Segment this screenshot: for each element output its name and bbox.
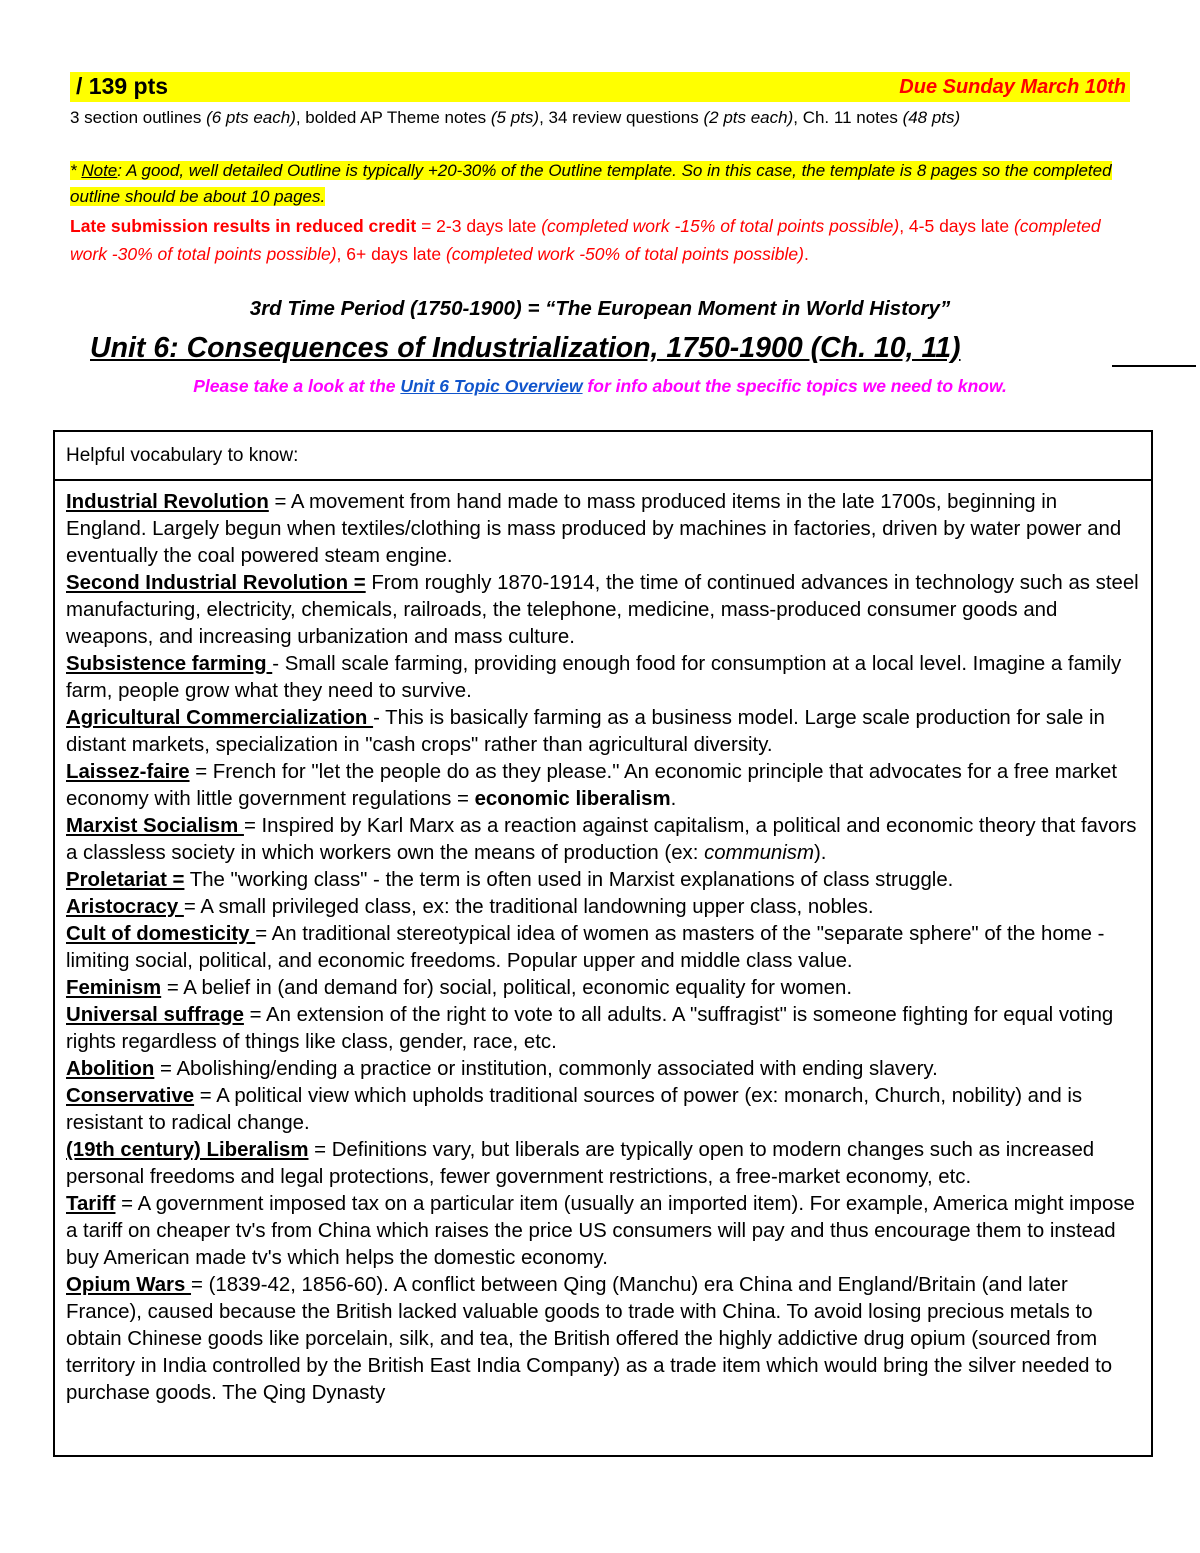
breakdown-segment: (48 pts)	[902, 108, 961, 127]
vocabulary-entry	[66, 867, 1141, 894]
vocabulary-term: Subsistence farming	[66, 653, 273, 675]
vocabulary-entry	[66, 1272, 1141, 1407]
vocabulary-definition: From roughly 1870-1914, the time of continued advances in technology such as steel manufacturing, electricity, chemicals, railroads, the telephone, medicine, mass-produced consumer goods and weapons, and increasing urbanization and mass culture.	[66, 572, 1139, 648]
vocabulary-term: Opium Wars	[66, 1274, 192, 1296]
vocabulary-definition: = A movement from hand made to mass produced items in the late 1700s, beginning in England. Largely begun when textiles/clothing is mass produced by machines in factories, driven by water power and eventually the coal powered steam engine.	[66, 491, 1122, 567]
unit-title: Unit 6: Consequences of Industrialization, 1750-1900 (Ch. 10, 11)	[90, 332, 961, 364]
due-date: Due Sunday March 10th	[899, 76, 1126, 98]
vocabulary-entry	[66, 1002, 1141, 1056]
vocabulary-definition: = An traditional stereotypical idea of women as masters of the "separate sphere" of the home - limiting social, political, and economic freedoms. Popular upper and middle class value.	[66, 923, 1105, 972]
vocabulary-entry	[66, 813, 1141, 867]
late-policy	[70, 212, 1140, 268]
vocabulary-entry	[66, 651, 1141, 705]
vocabulary-entry	[66, 1137, 1141, 1191]
vocabulary-definition: The "working class" - the term is often used in Marxist explanations of class struggle.	[184, 869, 954, 891]
overview-after: for info about the specific topics we need to know.	[582, 376, 1007, 396]
points-breakdown	[70, 108, 960, 128]
vocabulary-term: Second Industrial Revolution =	[66, 572, 366, 594]
overview-before: Please take a look at the	[193, 376, 401, 396]
late-policy-segment: (completed work -50% of total points possible)	[445, 244, 804, 264]
note-label: Note	[81, 161, 118, 180]
overview-line	[0, 376, 1200, 397]
late-policy-segment: , 6+ days late	[336, 244, 446, 264]
topic-overview-link[interactable]: Unit 6 Topic Overview	[400, 376, 583, 396]
breakdown-segment: (5 pts)	[490, 108, 540, 127]
breakdown-segment: (2 pts each)	[703, 108, 794, 127]
period-title: 3rd Time Period (1750-1900) = “The European Moment in World History”	[249, 297, 951, 320]
late-policy-segment: (completed work -15% of total points possible)	[541, 216, 900, 236]
vocabulary-definition: = An extension of the right to vote to all adults. A "suffragist" is someone fighting for equal voting rights regardless of things like class, gender, race, etc.	[66, 1004, 1114, 1053]
vocabulary-definition: = A government imposed tax on a particular item (usually an imported item). For example, America might impose a tariff on cheaper tv's from China which raises the price US consumers will pay and thus encourage them to instead buy American made tv's which helps the domestic economy.	[66, 1193, 1135, 1269]
vocabulary-list	[55, 481, 1151, 1407]
breakdown-segment: , bolded AP Theme notes	[295, 108, 491, 127]
vocabulary-definition: = Abolishing/ending a practice or institution, commonly associated with ending slavery.	[154, 1058, 938, 1080]
vocabulary-definition: - Small scale farming, providing enough food for consumption at a local level. Imagine a family farm, people grow what they need to survive.	[66, 653, 1122, 702]
late-policy-segment: , 4-5 days late	[899, 216, 1014, 236]
late-policy-segment: = 2-3 days late	[416, 216, 542, 236]
title-rule	[1112, 365, 1196, 367]
vocabulary-term: Marxist Socialism	[66, 815, 244, 837]
vocabulary-term: Cult of domesticity	[66, 923, 256, 945]
vocabulary-entry	[66, 975, 1141, 1002]
vocabulary-term: Agricultural Commercialization	[66, 707, 374, 729]
vocabulary-entry	[66, 921, 1141, 975]
vocabulary-definition: = (1839-42, 1856-60). A conflict between Qing (Manchu) era China and England/Britain (and later France), caused because the British lacked valuable goods to trade with China. To avoid losing precious metals to obtain Chinese goods like porcelain, silk, and tea, the British offered the highly addictive drug opium (sourced from territory in India controlled by the British East India Company) as a trade item which would bring the silver needed to purchase goods. The Qing Dynasty	[66, 1274, 1113, 1404]
vocabulary-definition: = Definitions vary, but liberals are typically open to modern changes such as increased personal freedoms and legal protections, fewer government restrictions, a free-market economy, etc.	[66, 1139, 1095, 1188]
vocabulary-term: Universal suffrage	[66, 1004, 244, 1026]
vocabulary-entry	[66, 570, 1141, 651]
vocabulary-term: Abolition	[66, 1058, 155, 1080]
vocabulary-term: Proletariat =	[66, 869, 185, 891]
vocabulary-entry	[66, 759, 1141, 813]
vocabulary-entry	[66, 705, 1141, 759]
late-policy-segment: .	[803, 244, 809, 264]
vocabulary-term: Conservative	[66, 1085, 195, 1107]
vocabulary-entry	[66, 1191, 1141, 1272]
vocabulary-emphasis: communism	[704, 842, 814, 864]
vocabulary-definition: - This is basically farming as a business model. Large scale production for sale in distant markets, specialization in "cash crops" rather than agricultural diversity.	[66, 707, 1105, 756]
breakdown-segment: 3 section outlines	[70, 108, 207, 127]
vocabulary-definition: = A political view which upholds traditional sources of power (ex: monarch, Church, nobility) and is resistant to radical change.	[66, 1085, 1083, 1134]
late-policy-segment: (completed work -30% of total points possible)	[70, 216, 1101, 264]
vocabulary-entry	[66, 1083, 1141, 1137]
vocabulary-definition: = French for "let the people do as they please." An economic principle that advocates for a free market economy with little government regulations =	[66, 761, 1118, 810]
note-prefix: *	[70, 161, 82, 180]
vocabulary-definition: = A small privileged class, ex: the traditional landowning upper class, nobles.	[183, 896, 874, 918]
total-points: / 139 pts	[76, 73, 169, 99]
vocabulary-emphasis: economic liberalism	[474, 788, 671, 810]
vocabulary-entry	[66, 489, 1141, 570]
late-policy-segment: Late submission results in reduced credit	[70, 216, 417, 236]
note-highlight	[70, 161, 1112, 206]
vocabulary-heading: Helpful vocabulary to know:	[55, 432, 1151, 481]
vocabulary-definition: = A belief in (and demand for) social, political, economic equality for women.	[161, 977, 852, 999]
vocabulary-entry	[66, 894, 1141, 921]
vocabulary-definition: ).	[813, 842, 827, 864]
note-text: : A good, well detailed Outline is typically +20-30% of the Outline template. So in this case, the template is 8 pages so the completed outline should be about 10 pages.	[70, 161, 1112, 206]
vocabulary-term: Aristocracy	[66, 896, 184, 918]
vocabulary-definition: .	[670, 788, 677, 810]
breakdown-segment: (6 pts each)	[206, 108, 296, 127]
vocabulary-entry	[66, 1056, 1141, 1083]
breakdown-segment: , 34 review questions	[539, 108, 704, 127]
vocabulary-term: Feminism	[66, 977, 162, 999]
vocabulary-term: Tariff	[66, 1193, 116, 1215]
breakdown-segment: , Ch. 11 notes	[793, 108, 903, 127]
vocabulary-term: (19th century) Liberalism	[66, 1139, 309, 1161]
outline-note	[70, 158, 1130, 210]
vocabulary-definition: = Inspired by Karl Marx as a reaction against capitalism, a political and economic theory that favors a classless society in which workers own the means of production (ex:	[66, 815, 1137, 864]
vocabulary-term: Laissez-faire	[66, 761, 190, 783]
vocabulary-table	[53, 430, 1153, 1457]
vocabulary-term: Industrial Revolution	[66, 491, 269, 513]
